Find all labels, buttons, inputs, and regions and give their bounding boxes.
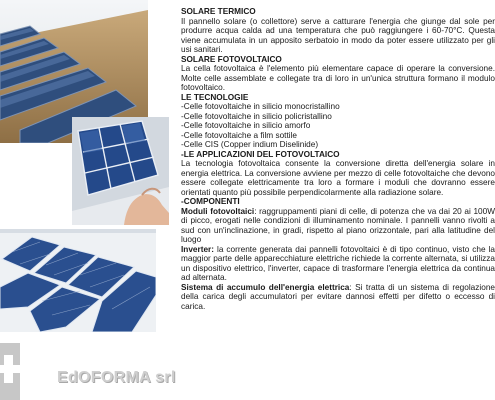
section-title: -COMPONENTI <box>181 197 240 206</box>
component-label: Sistema di accumulo dell'energia elettrica <box>181 282 350 292</box>
component-label: Inverter: <box>181 244 215 254</box>
list-item: -Celle fotovoltaiche in silicio monocristallino <box>181 102 340 111</box>
component-text: : Si tratta di un sistema di regolazione della carica degli accumulatori per evitare dannosi effetti per difetto o eccesso di carica. <box>181 282 495 311</box>
component-moduli <box>181 207 495 245</box>
section-title: LE TECNOLOGIE <box>181 92 249 102</box>
list-item: -Celle fotovoltaiche a film sottile <box>181 130 298 140</box>
component-label: Moduli fotovoltaici <box>181 206 255 216</box>
section-title: SOLARE TERMICO <box>181 7 256 16</box>
list-item: -Celle CIS (Copper indium Diselinide) <box>181 140 319 149</box>
section-body: Il pannello solare (o collettore) serve a catturare l'energia che giunge dal sole per produrre acqua calda ad una temperatura che può raggiungere i 60-70°C. Questa viene accumulata in un apposito serbatoio in modo da poter essere utilizzato per gli usi sanitari. <box>181 16 495 54</box>
component-text: la corrente generata dai pannelli fotovoltaici è di tipo continuo, visto che la maggior parte delle apparecchiature elettriche richiede la corrente alternata, si utilizza un dispositivo elettrico, l'inverter, capace di trasformare l'energia elettrica da continua ad alternata. <box>181 244 495 282</box>
photovoltaic-array-photo <box>0 229 156 332</box>
section-body: La cella fotovoltaica è l'elemento più elementare capace di operare la conversione. Molte celle assemblate e collegate tra di loro in un'unica struttura formano il modulo fotovoltaico. <box>181 64 495 92</box>
brand-name: EdOFORMA srl <box>57 369 176 386</box>
list-item: -Celle fotovoltaiche in silicio amorfo <box>181 121 311 130</box>
logo-icon <box>0 343 20 400</box>
photovoltaic-panel-photo <box>72 117 169 225</box>
section-title: SOLARE FOTOVOLTAICO <box>181 54 282 64</box>
content-text <box>181 7 495 387</box>
component-text: : raggruppamenti piani di celle, di potenza che va dai 20 ai 100W di picco, erogati nelle condizioni di illuminamento nominale. I pannelli vanno rivolti a sud con un'inclinazione, in gradi, rispetto al piano orizzontale, pari alla latitudine del luogo <box>181 206 495 244</box>
list-item: -Celle fotovoltaiche in silicio policristallino <box>181 111 332 121</box>
section-title: -LE APPLICAZIONI DEL FOTOVOLTAICO <box>181 149 340 159</box>
section-body: La tecnologia fotovoltaica consente la conversione diretta dell'energia solare in energia elettrica. La conversione avviene per mezzo di celle fotovoltaiche che devono essere collegate elettricamente tra loro a formare i moduli che dovranno essere orientati quanto più possibile perpendicolarmente alla radiazione solare. <box>181 159 495 197</box>
component-accumulo <box>181 283 495 312</box>
component-inverter <box>181 245 495 283</box>
